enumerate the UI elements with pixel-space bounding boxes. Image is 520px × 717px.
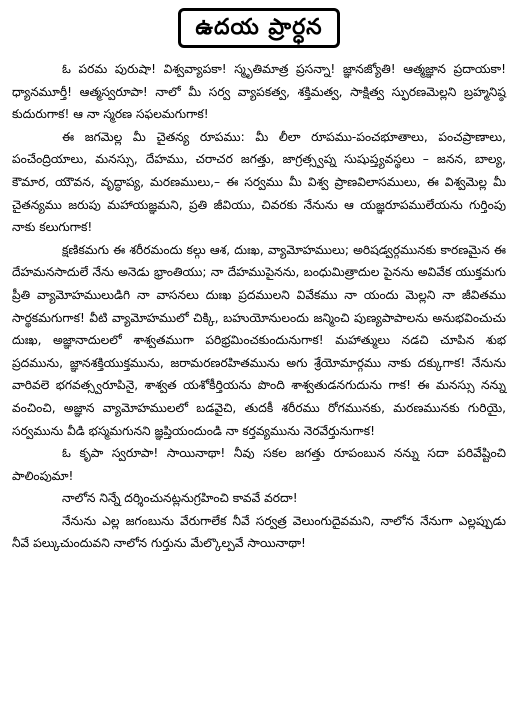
paragraph-detachment: క్షణికమగు ఈ శరీరమందు కల్గు ఆశ, దుఃఖ, వ్యామోహములు; అరిషడ్వర్గమునకు కారణమైన ఈ దేహమనసాదులే నేను అనెడు భ్రాంతియు; నా దేహముపైనను, బంధుమిత్రాదుల పైనను అవివేక యుక్తమగు ప్రీతి వ్యామోహములుడిగి నా వాసనలు దుఃఖ ప్రదములని వివేకము నా యందు మెల్లని నా జీవితము సార్థకమగుగాక! వీటి వ్యామోహములో చిక్కి, బహుయోనులందు జన్మించి పుణ్యపాపాలను అనుభవించుచు దుఃఖ, అజ్ఞానాదులలో శాశ్వతముగా పరిభ్రమించకుందునుగాక! మహాత్ములు నడచి చూపిన శుభ ప్రదమును, జ్ఞానశక్తియుక్తమును, జరామరణరహితమును అగు శ్రేయోమార్గము నాకు దక్కుగాక! నేనును వారివలె భగవత్స్వరూపినై, శాశ్వత యశోకీర్తియను పొంది శాశ్వతుడనగుదును గాక! ఈ మనస్సు నన్ను వంచించి, అజ్ఞాన వ్యామోహములలో బడవైచి, తుదకీ శరీరము రోగమునకు, మరణమునకు గురియై, సర్వమును వీడి భస్మమగునని జ్ఞప్తియందుండి నా కర్తవ్యమును నెరవేర్తునుగాక! [12,242,506,438]
paragraph-vision: నాలోన నిన్నే దర్శించునట్లనుగ్రహించి కావవే వరదా! [62,491,298,506]
paragraph-invocation: ఓ పరమ పురుషా! విశ్వవ్యాపకా! స్మృతిమాత్ర ప్రసన్నా! జ్ఞానజ్యోతి! ఆత్మజ్ఞాన ప్రదాయకా! ధ్యానమూర్తీ! ఆత్మస్వరూపా! నాలో మీ సర్వ వ్యాపకత్వ, శక్తిమత్వ, సాక్షిత్వ స్ఫురణమెల్లని బ్రహ్మనిష్ఠ కుదురుగాక! ఆ నా స్మరణ సఫలమగుగాక! [12,62,506,122]
paragraph-grace: ఓ కృపా స్వరూపా! సాయినాథా! నీవు సకల జగత్తు రూపంబున నన్ను సదా పరివేష్టించి పాలింపుమా! [12,446,506,483]
paragraph-oneness: నేనును ఎల్ల జగంబును వేరుగాలేక నీవే సర్వత్ర వెలుంగుదైవమని, నాలోన నేనుగా ఎల్లప్పుడు నీవే పల్కుచుందువని నాలోన గుర్తును మేల్కొల్పవే సాయినాథా! [12,513,506,551]
title-area [12,8,506,50]
paragraph-world-consciousness: ఈ జగమెల్ల మీ చైతన్య రూపము: మీ లీలా రూపము-పంచభూతాలు, పంచప్రాణాలు, పంచేంద్రియాలు, మనస్సు, దేహము, చరాచర జగత్తు, జాగ్రత్స్వప్న సుషుప్త్యవస్థలు – జనన, బాల్య, కౌమార, యౌవన, వృద్ధాప్య, మరణములు,– ఈ సర్వము మీ విశ్వ ప్రాణవిలాసములు, ఈ విశ్వమెల్ల మీ చైతన్యము జరుపు మహాయజ్ఞమని, ప్రతి జీవియు, చివరకు నేనును ఆ యజ్ఞరూపములేయను గుర్తింపు నాకు కలుగుగాక! [12,129,506,235]
page-title: ఉదయ ప్రార్ధన [178,8,339,48]
